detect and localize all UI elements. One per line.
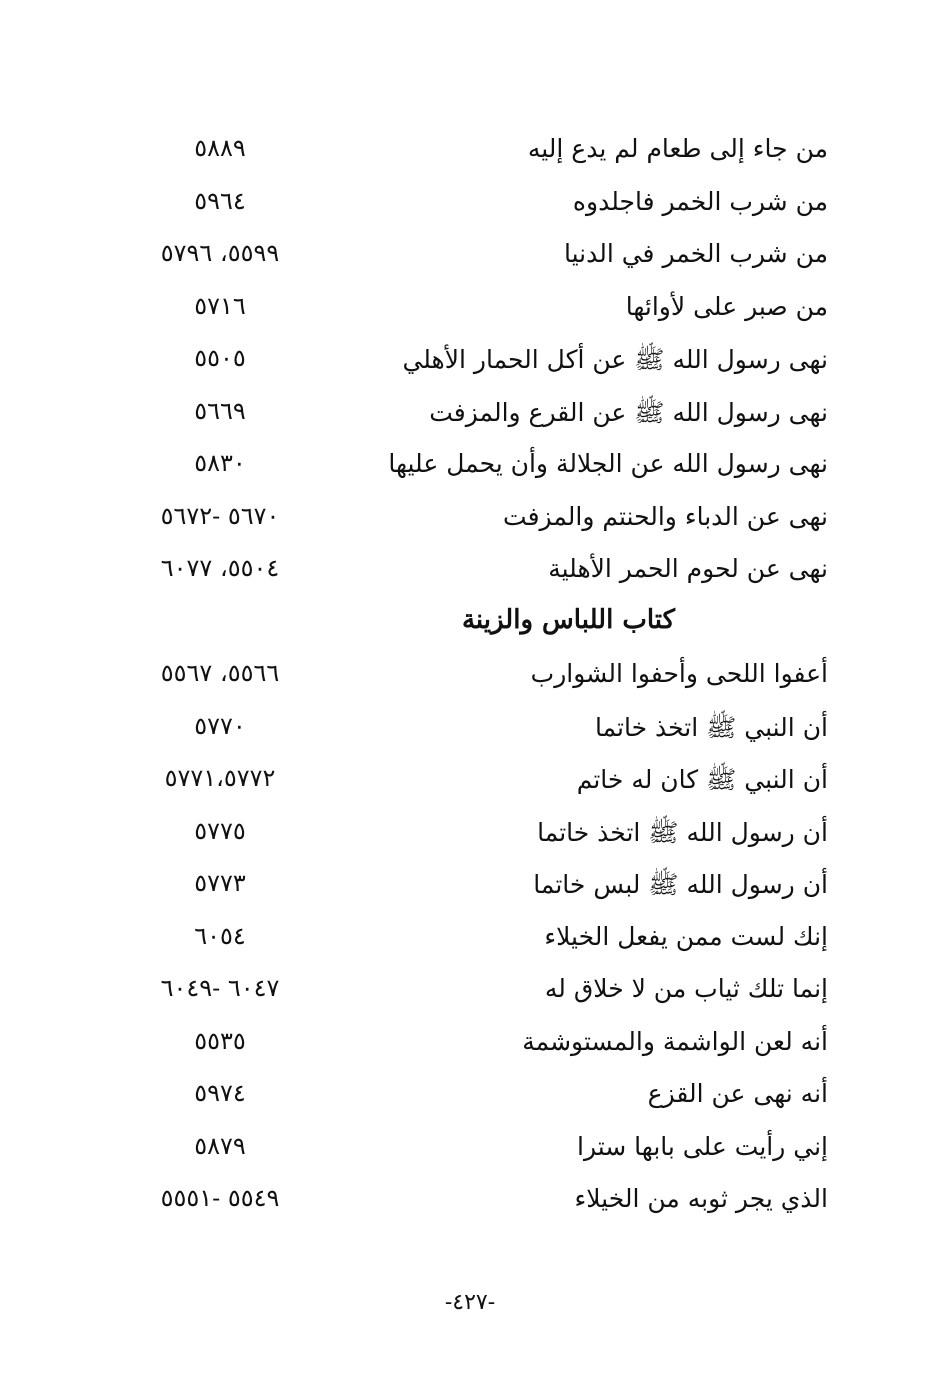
hadith-numbers: ٥٥٣٥ xyxy=(194,1026,246,1055)
hadith-numbers: ٦٠٤٧ -٦٠٤٩ xyxy=(160,974,280,1002)
index-row xyxy=(0,916,940,969)
index-row xyxy=(0,391,940,444)
hadith-text: إني رأيت على بابها سترا xyxy=(577,1131,828,1161)
hadith-text: من شرب الخمر فاجلدوه xyxy=(572,186,828,216)
hadith-text: أنه نهى عن القزع xyxy=(647,1079,828,1108)
hadith-numbers: ٥٩٦٤ xyxy=(194,186,246,215)
index-row xyxy=(0,233,940,286)
hadith-numbers: ٥٥٩٩، ٥٧٩٦ xyxy=(160,239,280,267)
hadith-index-list xyxy=(0,128,940,1231)
index-row xyxy=(0,1178,940,1231)
hadith-text: الذي يجر ثوبه من الخيلاء xyxy=(574,1184,828,1213)
hadith-text: أن رسول الله ﷺ لبس خاتما xyxy=(533,870,828,899)
hadith-numbers: ٦٠٥٤ xyxy=(194,921,246,950)
hadith-numbers: ٥٧٧١،٥٧٧٢ xyxy=(164,764,276,792)
hadith-numbers: ٥٨٨٩ xyxy=(194,134,246,162)
hadith-numbers: ٥٧١٦ xyxy=(194,291,246,320)
hadith-text: نهى رسول الله ﷺ عن القرع والمزفت xyxy=(429,397,828,427)
hadith-text: من شرب الخمر في الدنيا xyxy=(563,239,828,268)
index-row xyxy=(0,706,940,759)
index-row xyxy=(0,496,940,549)
hadith-numbers: ٥٩٧٤ xyxy=(194,1079,246,1107)
hadith-text: أعفوا اللحى وأحفوا الشوارب xyxy=(530,659,828,688)
index-row xyxy=(0,758,940,811)
hadith-text: أن النبي ﷺ كان له خاتم xyxy=(576,765,828,794)
hadith-numbers: ٥٨٧٩ xyxy=(194,1131,246,1160)
index-row xyxy=(0,338,940,391)
index-row xyxy=(0,968,940,1021)
index-row xyxy=(0,1021,940,1074)
hadith-numbers: ٥٥٠٤، ٦٠٧٧ xyxy=(160,554,280,582)
hadith-text: من جاء إلى طعام لم يدع إليه xyxy=(527,134,828,163)
hadith-text: من صبر على لأوائها xyxy=(625,291,828,321)
hadith-numbers: ٥٧٧٣ xyxy=(194,869,246,897)
index-row xyxy=(0,863,940,916)
index-row xyxy=(0,1073,940,1126)
hadith-text: نهى رسول الله ﷺ عن أكل الحمار الأهلي xyxy=(402,345,828,374)
hadith-numbers: ٥٧٧٥ xyxy=(194,816,246,845)
hadith-text: إنما تلك ثياب من لا خلاق له xyxy=(544,974,828,1003)
hadith-numbers: ٥٥٠٥ xyxy=(194,344,246,372)
hadith-text: أنه لعن الواشمة والمستوشمة xyxy=(522,1026,828,1056)
hadith-text: نهى رسول الله عن الجلالة وأن يحمل عليها xyxy=(388,449,828,478)
index-row xyxy=(0,443,940,496)
hadith-numbers: ٥٥٤٩ -٥٥٥١ xyxy=(160,1184,280,1212)
index-row xyxy=(0,1126,940,1179)
hadith-numbers: ٥٦٦٩ xyxy=(194,396,246,425)
hadith-numbers: ٥٥٦٦، ٥٥٦٧ xyxy=(160,659,280,687)
hadith-text: نهى عن لحوم الحمر الأهلية xyxy=(548,554,828,583)
hadith-numbers: ٥٧٧٠ xyxy=(194,711,246,740)
index-row xyxy=(0,548,940,601)
section-heading-row xyxy=(0,601,940,654)
hadith-numbers: ٥٦٧٠ -٥٦٧٢ xyxy=(160,501,280,530)
hadith-text: نهى عن الدباء والحنتم والمزفت xyxy=(503,501,828,531)
index-row xyxy=(0,181,940,234)
index-row xyxy=(0,128,940,181)
index-row xyxy=(0,286,940,339)
hadith-numbers: ٥٨٣٠ xyxy=(194,449,246,477)
page-number: -٤٢٧- xyxy=(444,1290,496,1315)
index-row xyxy=(0,653,940,706)
hadith-text: أن النبي ﷺ اتخذ خاتما xyxy=(594,712,828,742)
index-row xyxy=(0,811,940,864)
hadith-text: إنك لست ممن يفعل الخيلاء xyxy=(544,921,828,951)
hadith-text: أن رسول الله ﷺ اتخذ خاتما xyxy=(537,817,828,847)
section-heading: كتاب اللباس والزينة xyxy=(461,604,675,635)
